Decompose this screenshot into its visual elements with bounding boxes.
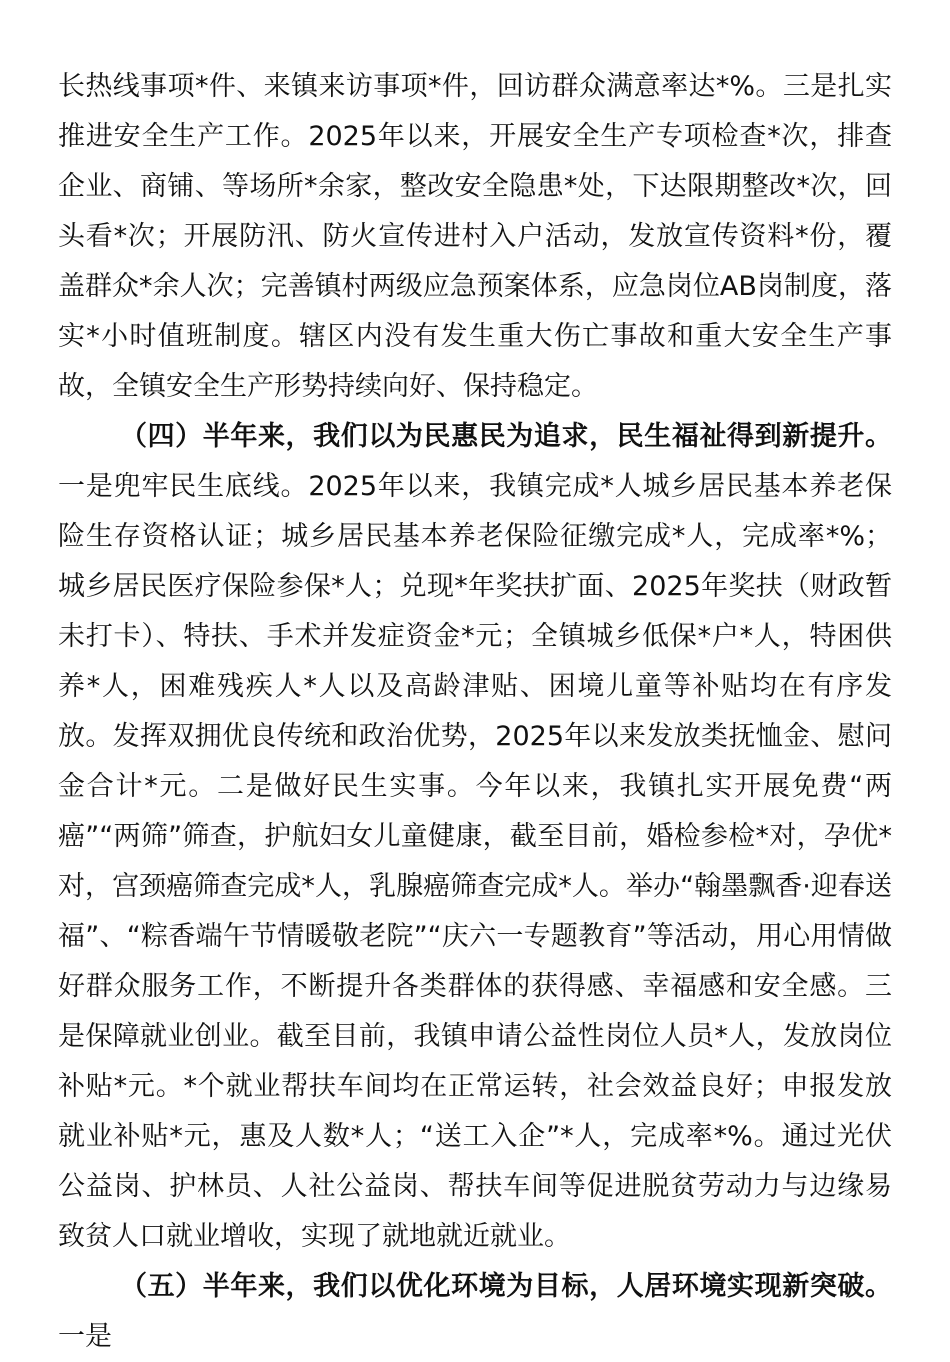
paragraph-safety-production <box>58 62 892 412</box>
paragraph-body: 一是兜牢民生底线。2025年以来，我镇完成*人城乡居民基本养老保险生存资格认证；城乡居民基本养老保险征缴完成*人，完成率*%；城乡居民医疗保险参保*人；兑现*年奖扶扩面、2025年奖扶（财政暂未打卡）、特扶、手术并发症资金*元；全镇城乡低保*户*人，特困供养*人，困难残疾人*人以及高龄津贴、困境儿童等补贴均在有序发放。发挥双拥优良传统和政治优势，2025年以来发放类抚恤金、慰问金合计*元。二是做好民生实事。今年以来，我镇扎实开展免费“两癌”“两筛”筛查，护航妇女儿童健康，截至目前，婚检参检*对，孕优*对，宫颈癌筛查完成*人，乳腺癌筛查完成*人。举办“翰墨飘香·迎春送福”、“粽香端午节情暖敬老院”“庆六一专题教育”等活动，用心用情做好群众服务工作，不断提升各类群体的获得感、幸福感和安全感。三是保障就业创业。截至目前，我镇申请公益性岗位人员*人，发放岗位补贴*元。*个就业帮扶车间均在正常运转，社会效益良好；申报发放就业补贴*元，惠及人数*人；“送工入企”*人，完成率*%。通过光伏公益岗、护林员、人社公益岗、帮扶车间等促进脱贫劳动力与边缘易致贫人口就业增收，实现了就地就近就业。 <box>58 471 892 1252</box>
document-page <box>58 62 892 1362</box>
paragraph-body: 一是 <box>58 1321 112 1352</box>
section-heading-5: （五）半年来，我们以优化环境为目标，人居环境实现新突破。 <box>120 1271 892 1302</box>
paragraph-livelihood <box>58 412 892 1262</box>
section-heading-4: （四）半年来，我们以为民惠民为追求，民生福祉得到新提升。 <box>120 421 892 452</box>
paragraph-body: 长热线事项*件、来镇来访事项*件，回访群众满意率达*%。三是扎实推进安全生产工作。2025年以来，开展安全生产专项检查*次，排查企业、商铺、等场所*余家，整改安全隐患*处，下达限期整改*次，回头看*次；开展防汛、防火宣传进村入户活动，发放宣传资料*份，覆盖群众*余人次；完善镇村两级应急预案体系，应急岗位AB岗制度，落实*小时值班制度。辖区内没有发生重大伤亡事故和重大安全生产事故，全镇安全生产形势持续向好、保持稳定。 <box>58 71 892 402</box>
paragraph-environment <box>58 1262 892 1362</box>
